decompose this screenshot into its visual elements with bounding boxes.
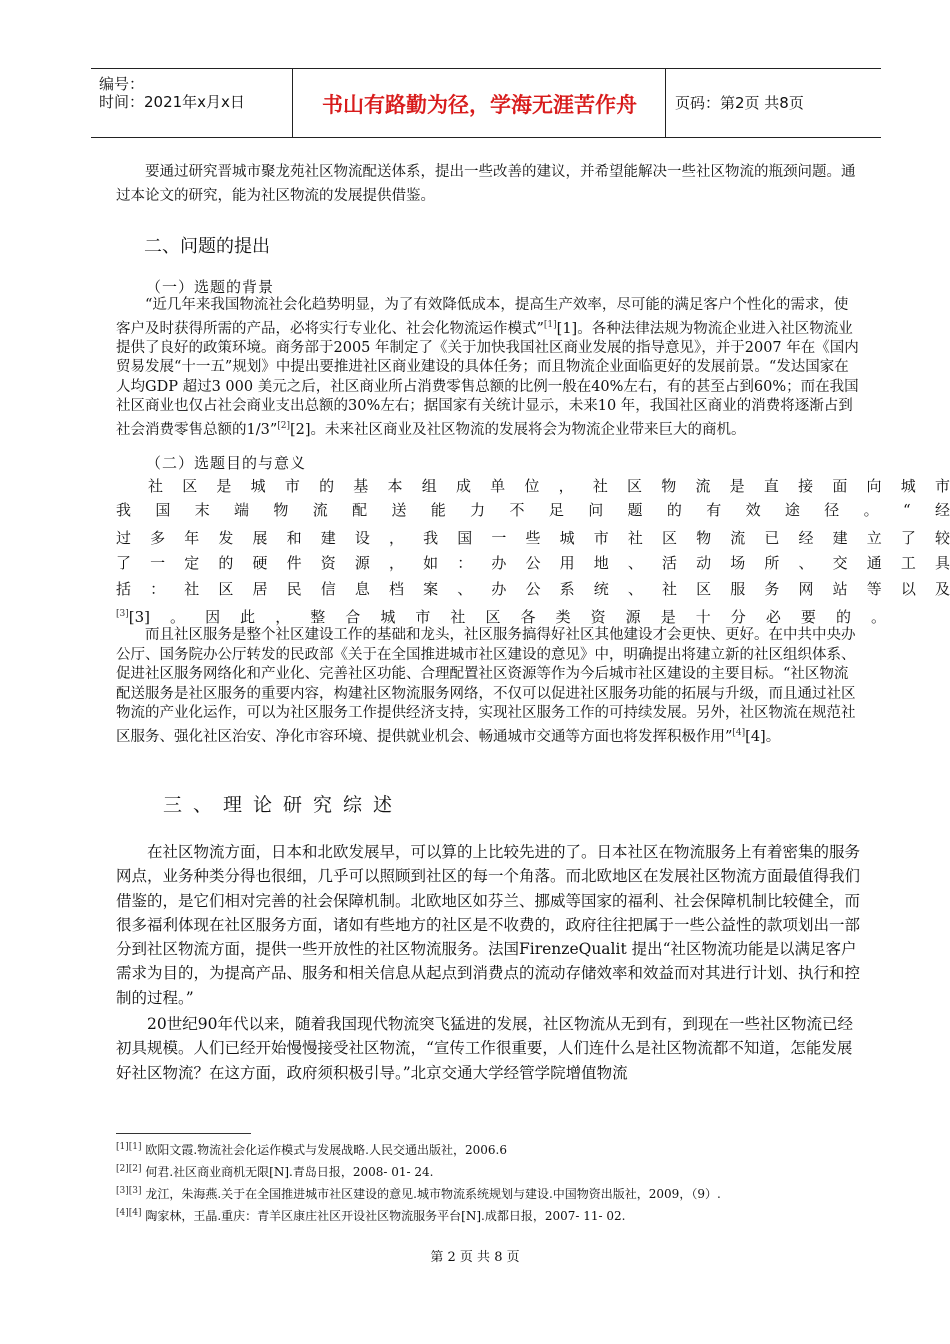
sub1-text: “近几年来我国物流社会化趋势明显，为了有效降低成本，提高生产效率，尽可能的满足客户个性化的需求，使客户及时获得所需的产品，必将实行专业化、社会化物流运作模式”: [116, 297, 849, 337]
header-page-cell: [667, 69, 881, 137]
footnote-mark: [2][2]: [116, 1164, 142, 1174]
footnote-ref-4[interactable]: [4]: [732, 727, 746, 738]
section2-para2: [116, 626, 861, 747]
time-label: 时间：2021年x月x日: [99, 93, 245, 111]
footnote-item: [116, 1138, 876, 1160]
sub2-line-1: 社区是城市的基本组成单位，社区物流是直接面向城市: [148, 477, 950, 495]
footnote-mark: [4][4]: [116, 1208, 142, 1218]
sub1-cite2: [2]。未来社区商业及社区物流的发展将会为物流企业带来巨大的商机。: [290, 421, 746, 438]
intro-paragraph: 要通过研究晋城市聚龙苑社区物流配送体系，提出一些改善的建议，并希望能解决一些社区物流的瓶颈问题。通过本论文的研究，能为社区物流的发展提供借鉴。: [116, 164, 856, 204]
para2-text: 而且社区服务是整个社区建设工作的基础和龙头，社区服务搞得好社区其他建设才会更快、更好。在中共中央办公厅、国务院办公厅转发的民政部《关于在全国推进城市社区建设的意见》中，明确提出将建立新的社区组织体系、促进社区服务网络化和产业化、完善社区功能、合理配置社区资源等作为今后城市社区建设的主要目标。“社区物流配送服务是社区服务的重要内容，构建社区物流服务网络，不仅可以促进社区服务功能的拓展与升级，而且通过社区物流的产业化运作，可以为社区服务工作提供经济支持，实现社区服务工作的可持续发展。另外，社区物流在规范社区服务、强化社区治安、净化市容环境、提供就业机会、畅通城市交通等方面也将发挥积极作用”: [116, 627, 856, 745]
section2-sub1-body: [116, 296, 861, 440]
header-motto-cell: [294, 69, 666, 137]
page-header: [91, 68, 881, 138]
page-footer: 第 2 页 共 8 页: [430, 1250, 520, 1265]
footnote-text: 龙江，朱海燕.关于在全国推进城市社区建设的意见.城市物流系统规划与建设.中国物资出版社，2009，（9）.: [145, 1187, 721, 1201]
footnote-mark: [3][3]: [116, 1186, 142, 1196]
footnote-ref-2[interactable]: [2]: [277, 420, 290, 431]
para2-cite: [4]。: [745, 728, 781, 745]
sub2-last: [3]。因此，整合城市社区各类资源是十分必要的。: [128, 608, 886, 626]
sub1-text2: 各种法律法规为物流企业进入社区物流业提供了良好的政策环境。商务部于2005 年制定了《关于加快我国社区商业发展的指导意见》，并于2007 年在《国内贸易发展“十一五”规划》中提出要推进社区商业建设的具体任务；而且物流企业面临更好的发展前景。“发达国家在人均GDP 超过3 000 美元之后，社区商业所占消费零售总额的比例一般在40%左右，有的甚至占到60%；而在我国社区商业也仅占社会商业支出总额的30%左右；据国家有关统计显示，未来10 年，我国社区商业的消费将逐渐占到社会消费零售总额的1/3”: [116, 320, 859, 438]
footnote-text: 何君.社区商业商机无限[N].青岛日报，2008- 01- 24.: [145, 1165, 434, 1179]
sub2-line-4: 了一定的硬件资源，如：办公用地、活动场所、交通工具: [116, 554, 950, 572]
sub2-line-5: 括：社区居民信息档案、办公系统、社区服务网站等以及: [116, 580, 950, 598]
section3-title: 三、理论研究综述: [163, 794, 404, 816]
section3-paragraph-1: 在社区物流方面，日本和北欧发展早，可以算的上比较先进的了。日本社区在物流服务上有着密集的服务网点，业务种类分得也很细，几乎可以照顾到社区的每一个角落。而北欧地区在发展社区物流方面最值得我们借鉴的，是它们相对完善的社会保障机制。北欧地区如芬兰、挪威等国家的福利、社会保障机制比较健全，而很多福利体现在社区服务方面，诸如有些地方的社区是不收费的，政府往往把属于一些公益性的款项划出一部分到社区物流方面，提供一些开放性的社区物流服务。法国FirenzeQualit 提出“社区物流功能是以满足客户需求为目的，为提高产品、服务和相关信息从起点到消费点的流动存储效率和效益而对其进行计划、执行和控制的过程。”: [116, 843, 861, 1007]
footnote-item: [116, 1160, 876, 1182]
footnote-divider: [116, 1133, 251, 1134]
section2-title: 二、问题的提出: [144, 236, 270, 257]
footnote-ref-3[interactable]: [3]: [116, 609, 129, 619]
footnote-text: 陶家林，王晶.重庆：青羊区康庄社区开设社区物流服务平台[N].成都日报，2007- 11- 02.: [145, 1209, 626, 1223]
section3-paragraph-2: 20世纪90年代以来，随着我国现代物流突飞猛进的发展，社区物流从无到有，到现在一些社区物流已经初具规模。人们已经开始慢慢接受社区物流，“宣传工作很重要，人们连什么是社区物流都不知道，怎能发展好社区物流？在这方面，政府须积极引导。”北京交通大学经管学院增值物流: [116, 1015, 853, 1082]
section3-body: [116, 840, 861, 1085]
header-meta-cell: [91, 69, 293, 137]
footnotes: [116, 1138, 876, 1226]
number-label: 编号：: [99, 75, 145, 93]
footnote-item: [116, 1182, 876, 1204]
footnote-item: [116, 1204, 876, 1226]
motto: 书山有路勤为径，学海无涯苦作舟: [322, 93, 637, 117]
section2-sub1-title: （一）选题的背景: [146, 278, 275, 296]
sub2-line-6: [116, 602, 886, 629]
footnote-ref-1[interactable]: [1]: [543, 319, 557, 330]
sub2-line-3: 过多年发展和建设，我国一些城市社区物流已经建立了较: [116, 529, 950, 547]
sub2-line-2: 我国末端物流配送能力不足问题的有效途径。“经: [116, 501, 950, 519]
page-label: 页码：第2页 共8页: [675, 94, 804, 112]
sub1-cite: [1]。: [556, 320, 592, 337]
footnote-text: 欧阳文霞.物流社会化运作模式与发展战略.人民交通出版社，2006.6: [145, 1143, 507, 1157]
footnote-mark: [1][1]: [116, 1142, 142, 1152]
section2-sub2-title: （二）选题目的与意义: [146, 454, 307, 472]
